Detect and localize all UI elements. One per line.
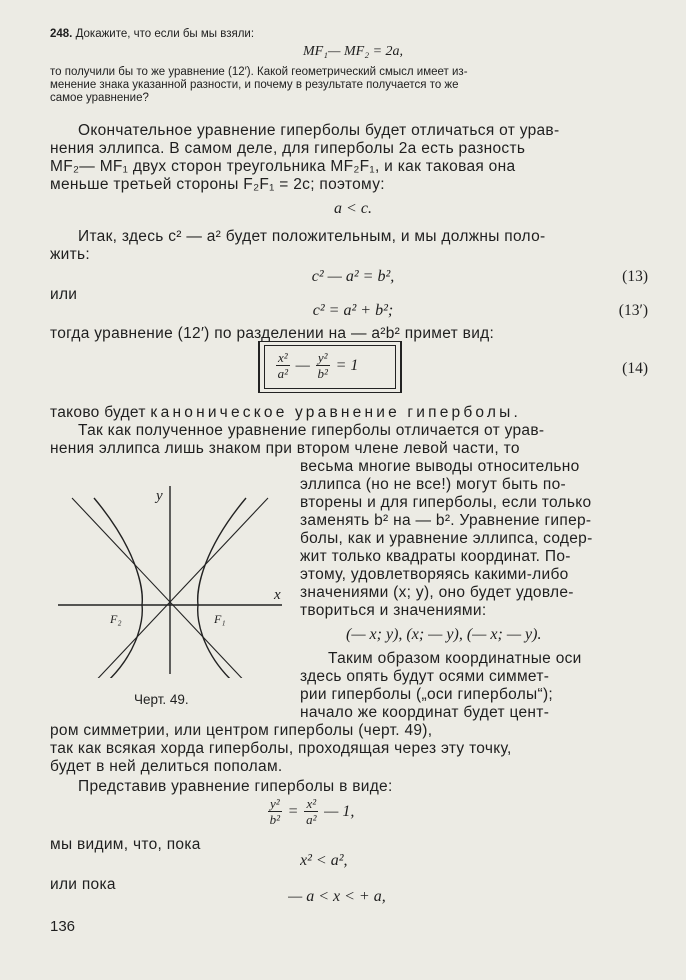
paragraph-line: этому, удовлетворяясь какими-либо xyxy=(300,566,569,583)
paragraph-line: ром симметрии, или центром гиперболы (черт. 49), xyxy=(50,722,433,739)
problem-line: то получили бы то же уравнение (12′). Какой геометрический смысл имеет из- xyxy=(50,66,468,78)
paragraph-line: меньше третьей стороны F₂F₁ = 2c; поэтому: xyxy=(50,176,385,193)
hyperbola-figure xyxy=(50,478,290,678)
y-axis-label: y xyxy=(156,488,163,504)
paragraph-line: твориться и значениями: xyxy=(300,602,487,619)
paragraph-line: Итак, здесь c² — a² будет положительным, и мы должны поло- xyxy=(78,228,546,245)
paragraph-line: мы видим, что, пока xyxy=(50,836,201,853)
inequality-x2-lt-a2: x² < a², xyxy=(300,852,348,869)
canonical-line: таково будет каноническое уравнение гиперболы. xyxy=(50,404,519,421)
problem-intro xyxy=(50,28,656,41)
paragraph-line: эллипса (но не все!) могут быть по- xyxy=(300,476,566,493)
paragraph-line: весьма многие выводы относительно xyxy=(300,458,580,475)
equation-14-number: (14) xyxy=(622,360,648,377)
equation-14-box xyxy=(258,341,402,393)
equation-13-number: (13) xyxy=(622,268,648,285)
paragraph-line: болы, как и уравнение эллипса, содер- xyxy=(300,530,593,547)
focus-f1-label: F₁ xyxy=(214,612,226,626)
hyperbola-right-branch xyxy=(198,498,246,678)
paragraph-line: MF₂— MF₁ двух сторон треугольника MF₂F₁, и как таковая она xyxy=(50,158,516,175)
focus-f2-label: F₂ xyxy=(110,612,122,626)
paragraph-line: здесь опять будут осями симмет- xyxy=(300,668,550,685)
inequality-a-lt-c: a < c. xyxy=(334,200,372,217)
equation-13: c² — a² = b², xyxy=(311,268,395,285)
page-number: 136 xyxy=(50,918,76,935)
paragraph-line: вторены и для гиперболы, если только xyxy=(300,494,592,511)
problem-line: самое уравнение? xyxy=(50,92,149,104)
paragraph-line: нения эллипса лишь знаком при втором члене левой части, то xyxy=(50,440,520,457)
paragraph-line: начало же координат будет цент- xyxy=(300,704,550,721)
hyperbola-left-branch xyxy=(94,498,142,678)
equation-13-prime: c² = a² + b²; xyxy=(312,302,394,319)
equation-13-prime-number: (13′) xyxy=(618,302,648,319)
paragraph-line: жит только квадраты координат. По- xyxy=(300,548,571,565)
x-axis-label: x xyxy=(274,587,281,603)
problem-number: 248. xyxy=(50,28,73,40)
paragraph-line: нения эллипса. В самом деле, для гиперболы 2a есть разность xyxy=(50,140,526,157)
fraction-x: $\frac{\text{x²}}{\text{a²}}$ xyxy=(277,350,289,381)
paragraph-line: заменять b² на — b². Уравнение гипер- xyxy=(300,512,592,529)
paragraph-line: Представив уравнение гиперболы в виде: xyxy=(78,778,393,795)
paragraph-line: так как всякая хорда гиперболы, проходящая через эту точку, xyxy=(50,740,512,757)
paragraph-line: Таким образом координатные оси xyxy=(328,650,582,667)
symmetric-values: (— x; y), (x; — y), (— x; — y). xyxy=(346,626,542,643)
problem-intro-text: Докажите, что если бы мы взяли: xyxy=(75,28,255,40)
inequality-range: — a < x < + a, xyxy=(288,888,386,905)
paragraph-line: или пока xyxy=(50,876,116,893)
equation-y-form: $\frac{\text{y²}}{\text{b²}}$ = $\frac{\text{x²}}{\text{a²}}$ — 1, xyxy=(269,796,355,827)
paragraph-line: значениями (x; y), оно будет удовле- xyxy=(300,584,574,601)
paragraph-line: Окончательное уравнение гиперболы будет отличаться от урав- xyxy=(78,122,560,139)
paragraph-line: будет в ней делиться пополам. xyxy=(50,758,283,775)
paragraph-line: жить: xyxy=(50,246,91,263)
problem-formula: MF₁— MF₂ = 2a, xyxy=(302,44,404,59)
paragraph-line: Так как полученное уравнение гиперболы отличается от урав- xyxy=(78,422,545,439)
fraction-y: $\frac{\text{y²}}{\text{b²}}$ xyxy=(317,350,328,381)
equation-14: $\frac{\text{x²}}{\text{a²}}$ — $\frac{\text{y²}}{\text{b²}}$ = 1 xyxy=(277,350,359,381)
paragraph-line: тогда уравнение (12′) по разделении на — a²b² примет вид: xyxy=(50,325,495,342)
problem-line: менение знака указанной разности, и почему в результате получается то же xyxy=(50,79,459,91)
word-or: или xyxy=(50,286,78,303)
paragraph-line: рии гиперболы („оси гиперболы“); xyxy=(300,686,554,703)
figure-caption: Черт. 49. xyxy=(134,692,189,707)
